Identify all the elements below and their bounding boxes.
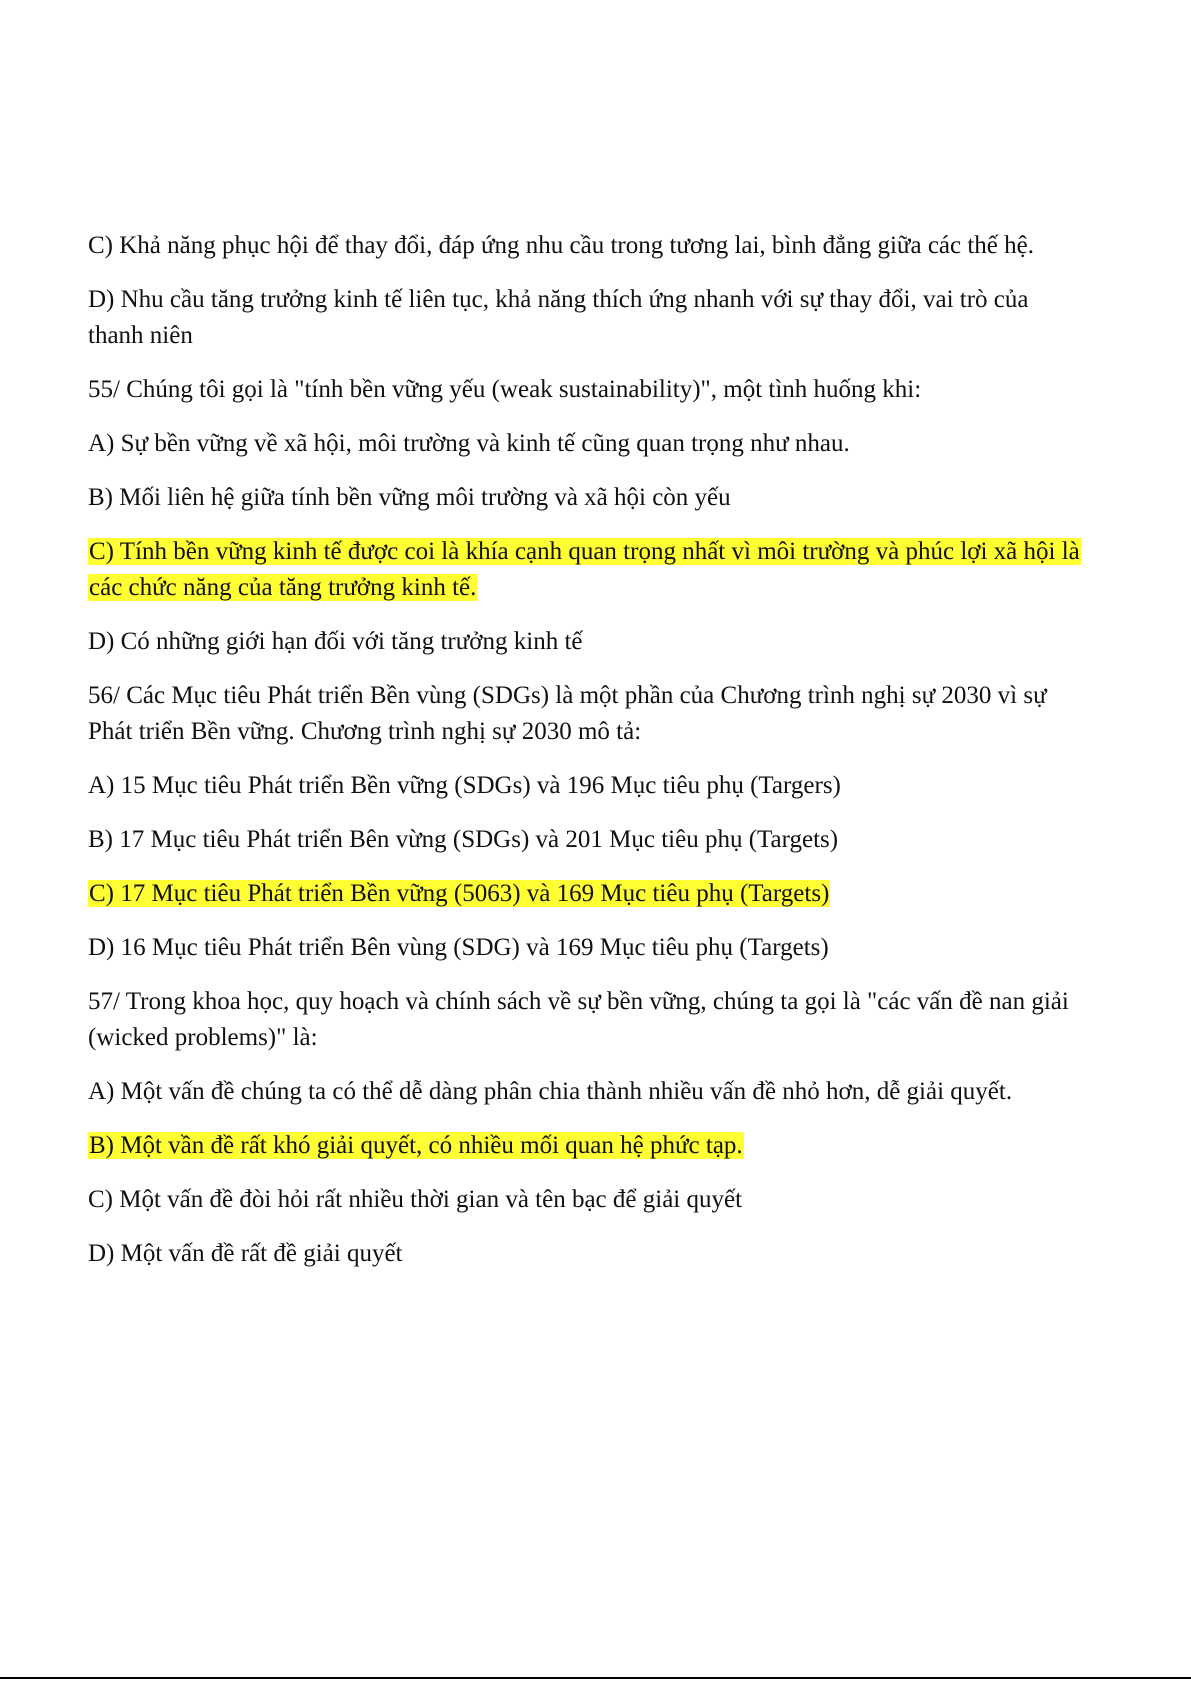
document-page — [88, 228, 1088, 1290]
q55-option-b: B) Mối liên hệ giữa tính bền vững môi trường và xã hội còn yếu — [88, 484, 731, 511]
page-bottom-rule — [0, 1677, 1191, 1679]
q56-question: 56/ Các Mục tiêu Phát triển Bền vùng (SDGs) là một phần của Chương trình nghị sự 2030 vì sự Phát triển Bền vững. Chương trình nghị sự 2030 mô tả: — [88, 682, 1047, 745]
q56-option-b: B) 17 Mục tiêu Phát triển Bên vừng (SDGs) và 201 Mục tiêu phụ (Targets) — [88, 826, 839, 853]
answer-highlight: C) 17 Mục tiêu Phát triển Bền vững (5063) và 169 Mục tiêu phụ (Targets) — [89, 880, 830, 907]
q55-option-d: D) Có những giới hạn đối với tăng trưởng kinh tế — [88, 628, 583, 655]
q57-option-b-answer — [88, 1128, 1088, 1164]
q54-option-c: C) Khả năng phục hội để thay đổi, đáp ứng nhu cầu trong tương lai, bình đẳng giữa các thế hệ. — [88, 232, 1034, 259]
q56-option-c-answer — [88, 876, 1088, 912]
q57-question: 57/ Trong khoa học, quy hoạch và chính sách về sự bền vững, chúng ta gọi là "các vấn đề nan giải (wicked problems)" là: — [88, 988, 1069, 1051]
answer-highlight: C) Tính bền vững kinh tế được coi là khía cạnh quan trọng nhất vì môi trường và phúc lợi xã hội là các chức năng của tăng trưởng kinh tế. — [89, 538, 1080, 601]
q57-option-c: C) Một vấn đề đòi hỏi rất nhiều thời gian và tên bạc để giải quyết — [88, 1186, 743, 1213]
answer-highlight: B) Một vần đề rất khó giải quyết, có nhiều mối quan hệ phức tạp. — [89, 1132, 743, 1159]
q55-option-c-answer — [88, 534, 1088, 606]
q55-question: 55/ Chúng tôi gọi là "tính bền vững yếu (weak sustainability)", một tình huống khi: — [88, 376, 922, 403]
q57-option-a: A) Một vấn đề chúng ta có thể dễ dàng phân chia thành nhiều vấn đề nhỏ hơn, dễ giải quyết. — [88, 1078, 1013, 1105]
q56-option-d: D) 16 Mục tiêu Phát triển Bên vùng (SDG) và 169 Mục tiêu phụ (Targets) — [88, 934, 829, 961]
q54-option-d: D) Nhu cầu tăng trưởng kinh tế liên tục, khả năng thích ứng nhanh với sự thay đổi, vai trò của thanh niên — [88, 286, 1029, 349]
q57-option-d: D) Một vấn đề rất đề giải quyết — [88, 1240, 403, 1267]
q55-option-a: A) Sự bền vững về xã hội, môi trường và kinh tế cũng quan trọng như nhau. — [88, 430, 850, 457]
q56-option-a: A) 15 Mục tiêu Phát triển Bền vững (SDGs) và 196 Mục tiêu phụ (Targers) — [88, 772, 841, 799]
